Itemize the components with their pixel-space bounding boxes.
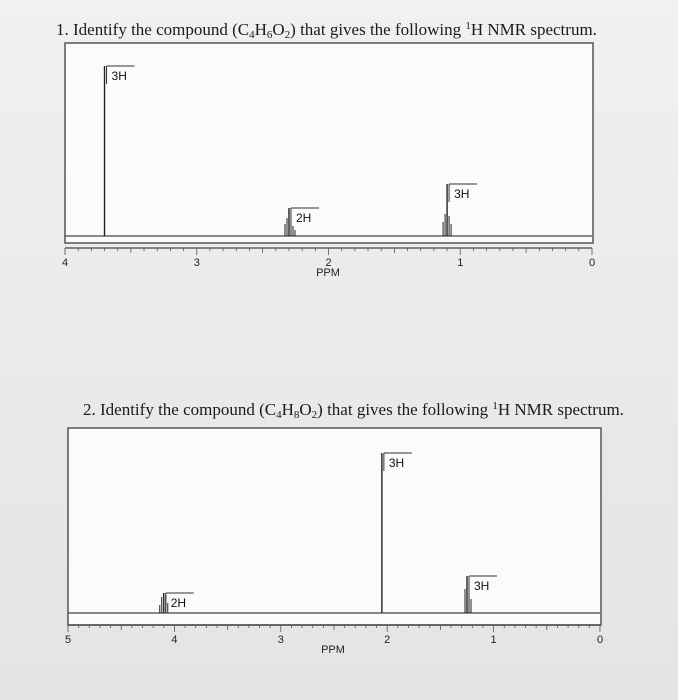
spectrum-1-frame — [65, 43, 593, 243]
question-2-text: 2. Identify the compound $(C_4H_8O_2)$ that gives the following $^1$H NMR spectrum. — [83, 400, 624, 421]
axis-tick-label: 1 — [457, 257, 464, 269]
peak-integration-label: 3H — [388, 456, 405, 470]
axis-tick-label: 5 — [64, 634, 72, 646]
axis-tick-label: 0 — [596, 634, 604, 646]
axis-tick-label: 2 — [384, 634, 391, 646]
axis-tick-label: 2 — [325, 257, 332, 269]
peak-integration-label: 3H — [111, 69, 127, 83]
axis-tick-label: 3 — [277, 634, 284, 646]
axis-tick-label: 1 — [490, 634, 497, 646]
nmr-spectrum-1 — [60, 40, 600, 290]
axis-tick-label: 4 — [61, 257, 69, 269]
question-1-text: 1. Identify the compound $(C_4H_6O_2)$ that gives the following $^1$H NMR spectrum. — [56, 20, 597, 41]
axis-tick-label: 4 — [171, 634, 178, 646]
axis-tick-label: 3 — [193, 257, 200, 269]
axis-label-ppm: PPM — [316, 267, 340, 279]
spectrum-2-frame — [68, 428, 601, 625]
axis-tick-label: 0 — [588, 257, 596, 269]
nmr-spectrum-2 — [60, 420, 610, 670]
peak-integration-label: 3H — [474, 579, 490, 593]
peak-integration-label: 2H — [170, 596, 187, 610]
peak-integration-label: 2H — [295, 211, 312, 225]
peak-integration-label: 3H — [454, 187, 470, 201]
axis-label-ppm: PPM — [321, 644, 345, 656]
